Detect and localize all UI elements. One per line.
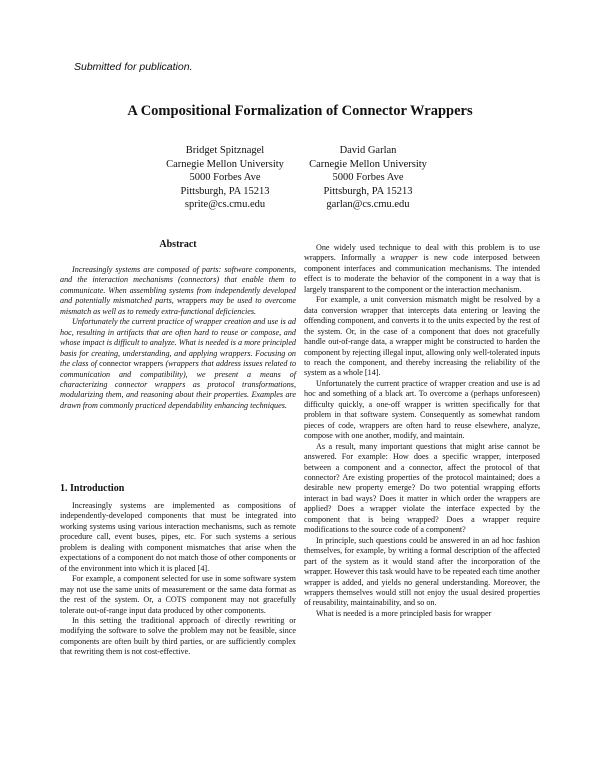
introduction-body <box>60 501 296 658</box>
body-paragraph: For example, a component selected for use in some software system may not use the same units of measurement or the same data format as the rest of the system. Or, a COTS component may not gracefully tolerate out-of-range input data produced by other components. <box>60 574 296 615</box>
author-city: Pittsburgh, PA 15213 <box>180 185 270 197</box>
body-paragraph: One widely used technique to deal with this problem is to use wrappers. Informally a wrapper is new code interposed between component interfaces and communication mechanisms. The intended effect is to moderate the behavior of the component in a way that is largely transparent to the component or the interaction mechanism. <box>304 243 540 294</box>
body-paragraph: For example, a unit conversion mismatch might be resolved by a data conversion wrapper that intercepts data entering or leaving the offending component, and converts it to the units expected by the rest of the system. Or, in the case of a component that does not gracefully handle out-of-range data, a wrapper might be constructed to harden the component by rejecting illegal input, allowing only well-tolerated inputs to reach the component, and thereby increasing the reliability of the system as a whole [14]. <box>304 295 540 378</box>
author-affiliation: Carnegie Mellon University <box>166 158 284 170</box>
section-heading-introduction: 1. Introduction <box>60 483 125 494</box>
author-address: 5000 Forbes Ave <box>189 172 261 184</box>
author-email: sprite@cs.cmu.edu <box>184 199 266 211</box>
right-column-body <box>304 243 540 619</box>
body-paragraph: Increasingly systems are implemented as compositions of independently-developed components that must be integrated into working systems using various interaction mechanisms, such as remote procedure call, event buses, pipes, etc. For such systems a serious problem is dealing with component mismatches that arise when the expectations of a component do not match those of other components or of the environment into which it is placed [4]. <box>60 501 296 573</box>
author-affiliation: Carnegie Mellon University <box>309 158 427 170</box>
author-block-2 <box>268 144 468 212</box>
author-email: garlan@cs.cmu.edu <box>326 199 410 211</box>
paper-title: A Compositional Formalization of Connector Wrappers <box>127 103 473 119</box>
body-paragraph: In principle, such questions could be answered in an ad hoc fashion themselves, for example, by writing a formal description of the affected part of the system as it would stand after the incorporation of the wrapper. However this task would have to be repeated each time another wrapper is added, and yields no general understanding. Moreover, the wrappers themselves would still not enjoy the usual desired properties of reusability, maintainability, and so on. <box>304 535 540 608</box>
author-address: 5000 Forbes Ave <box>332 172 404 184</box>
abstract-body <box>60 265 296 411</box>
author-city: Pittsburgh, PA 15213 <box>323 185 413 197</box>
author-name: Bridget Spitznagel <box>185 145 265 156</box>
abstract-paragraph: Unfortunately the current practice of wrapper creation and use is ad hoc, resulting in artifacts that are often hard to reuse or compose, and whose impact is difficult to analyze. What is needed is a more principled basis for creating, understanding, and applying wrappers. Focusing on the class of connector wrappers (wrappers that address issues related to communication and compatibility), we present a means of characterizing connector wrappers as protocol transformations, modularizing them, and reasoning about their properties. Examples are drawn from commonly practiced dependability enhancing techniques. <box>60 317 297 410</box>
body-paragraph: Unfortunately the current practice of wrapper creation and use is ad hoc and something of a black art. To overcome a (perhaps unforeseen) difficulty quickly, a one-off wrapper is written specifically for that problem in that software system. Consequently as somewhat random pieces of code, wrappers are often hard to reuse elsewhere, analyze, compose with one another, modify, and maintain. <box>304 378 540 441</box>
body-paragraph: In this setting the traditional approach of directly rewriting or modifying the software to solve the problem may not be feasible, since components are often built by third parties, or are sufficiently complex that rewriting them is not cost-effective. <box>60 615 296 657</box>
body-paragraph: What is needed is a more principled basis for wrapper <box>316 608 492 618</box>
submission-notice: Submitted for publication. <box>74 61 193 73</box>
author-name: David Garlan <box>339 145 397 156</box>
abstract-paragraph: Increasingly systems are composed of parts: software components, and the interaction mechanisms (connectors) that enable them to communicate. When assembling systems from independently developed and potentially mismatched parts, wrappers may be used to overcome mismatch as well as to remedy extra-functional deficiencies. <box>60 265 296 316</box>
body-paragraph: As a result, many important questions that might arise cannot be answered. For example: How does a specific wrapper, interposed between a component and a connector, affect the protocol of that connector? Are existing properties of the protocol maintained; does a desirable new property emerge? Do two potential wrapping efforts interact in bad ways? Does it matter in which order the wrappers are applied? Does a wrapper violate the interface expected by the component that is being wrapped? Does a wrapper require modifications to the source code of a component? <box>304 441 540 535</box>
abstract-heading: Abstract <box>159 239 197 250</box>
